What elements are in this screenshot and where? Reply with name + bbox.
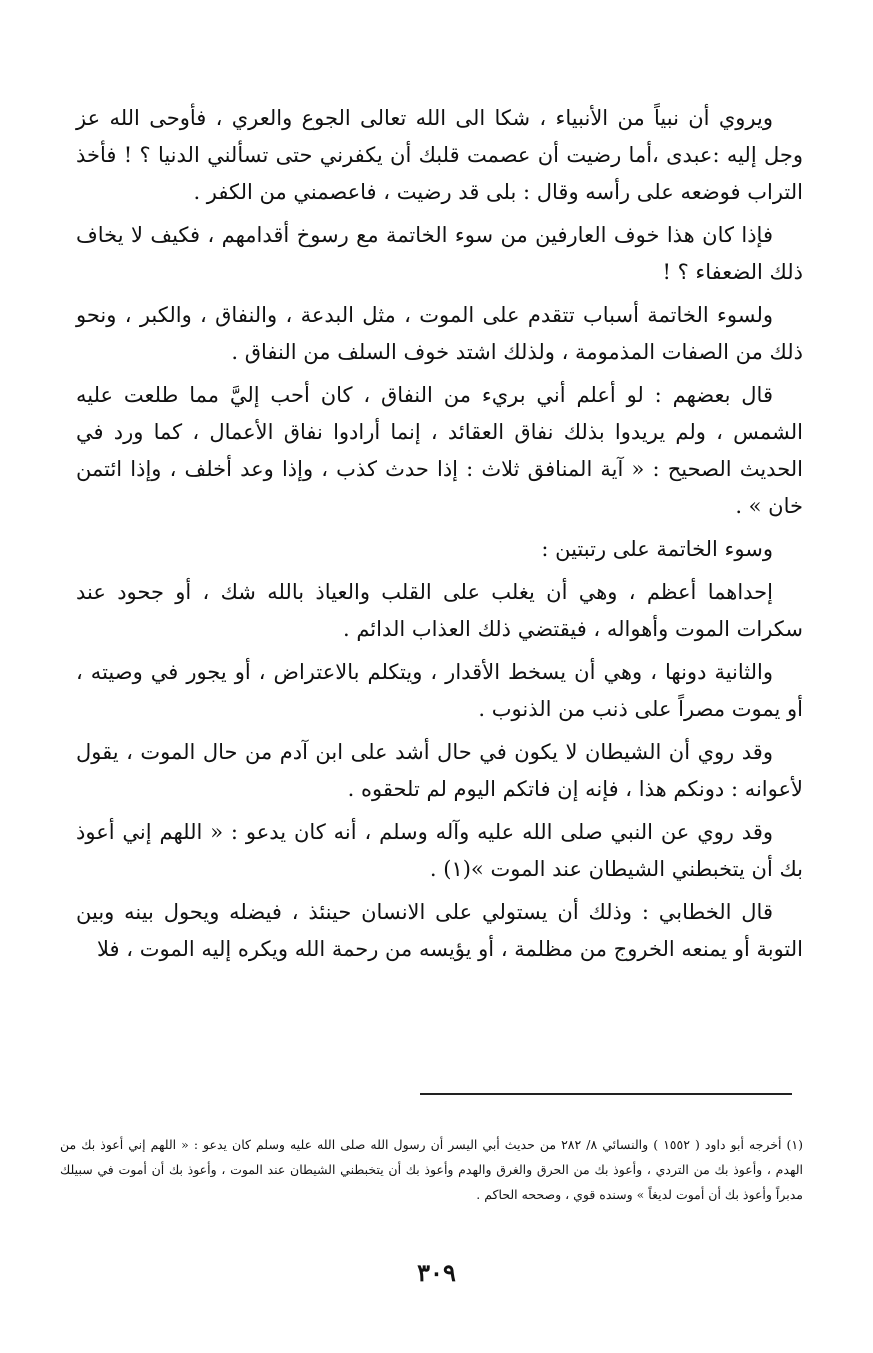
footnote: (١) أخرجه أبو داود ( ١٥٥٢ ) والنسائي ٨/ ٢٨٢ من حديث أبي اليسر أن رسول الله صلى الله عليه وسلم كان يدعو : « اللهم إني أعوذ بك من الهدم ، وأعوذ بك من التردي ، وأعوذ بك من الحرق والغرق والهدم وأعوذ بك أن يتخبطني الشيطان عند الموت ، وأعوذ بك أن أموت في سبيلك مدبراً وأعوذ بك أن أموت لديغاً » وسنده قوي ، وصححه الحاكم . <box>60 1137 803 1202</box>
paragraph-9: وقد روي عن النبي صلى الله عليه وآله وسلم ، أنه كان يدعو : « اللهم إني أعوذ بك أن يتخبطني الشيطان عند الموت »(١) . <box>76 820 803 881</box>
paragraph-3: ولسوء الخاتمة أسباب تتقدم على الموت ، مثل البدعة ، والنفاق ، والكبر ، ونحو ذلك من الصفات المذمومة ، ولذلك اشتد خوف السلف من النفاق . <box>76 303 803 364</box>
paragraph-2: فإذا كان هذا خوف العارفين من سوء الخاتمة مع رسوخ أقدامهم ، فكيف لا يخاف ذلك الضعفاء ؟ ! <box>76 223 803 284</box>
paragraph-8: وقد روي أن الشيطان لا يكون في حال أشد على ابن آدم من حال الموت ، يقول لأعوانه : دونكم هذا ، فإنه إن فاتكم اليوم لم تلحقوه . <box>76 740 803 801</box>
paragraph-1: ويروي أن نبياً من الأنبياء ، شكا الى الله تعالى الجوع والعري ، فأوحى الله عز وجل إليه :عبدى ،أما رضيت أن عصمت قلبك أن يكفرني حتى تسألني الدنيا ؟ ! فأخذ التراب فوضعه على رأسه وقال : بلى قد رضيت ، فاعصمني من الكفر . <box>76 106 803 204</box>
footnote-divider <box>420 1093 792 1095</box>
page-number: ٣٠٩ <box>417 1258 456 1287</box>
paragraph-6: إحداهما أعظم ، وهي أن يغلب على القلب والعياذ بالله شك ، أو جحود عند سكرات الموت وأهواله ، فيقتضي ذلك العذاب الدائم . <box>76 580 803 641</box>
paragraph-10: قال الخطابي : وذلك أن يستولي على الانسان حينئذ ، فيضله ويحول بينه وبين التوبة أو يمنعه الخروج من مظلمة ، أو يؤيسه من رحمة الله ويكره إليه الموت ، فلا <box>76 900 803 961</box>
main-text <box>76 100 803 974</box>
paragraph-4: قال بعضهم : لو أعلم أني بريء من النفاق ، كان أحب إليَّ مما طلعت عليه الشمس ، ولم يريدوا بذلك نفاق العقائد ، إنما أرادوا نفاق الأعمال ، كما ورد في الحديث الصحيح : « آية المنافق ثلاث : إذا حدث كذب ، وإذا وعد أخلف ، وإذا ائتمن خان » . <box>76 383 803 518</box>
paragraph-7: والثانية دونها ، وهي أن يسخط الأقدار ، ويتكلم بالاعتراض ، أو يجور في وصيته ، أو يموت مصراً على ذنب من الذنوب . <box>76 660 803 721</box>
paragraph-5: وسوء الخاتمة على رتبتين : <box>541 537 773 561</box>
